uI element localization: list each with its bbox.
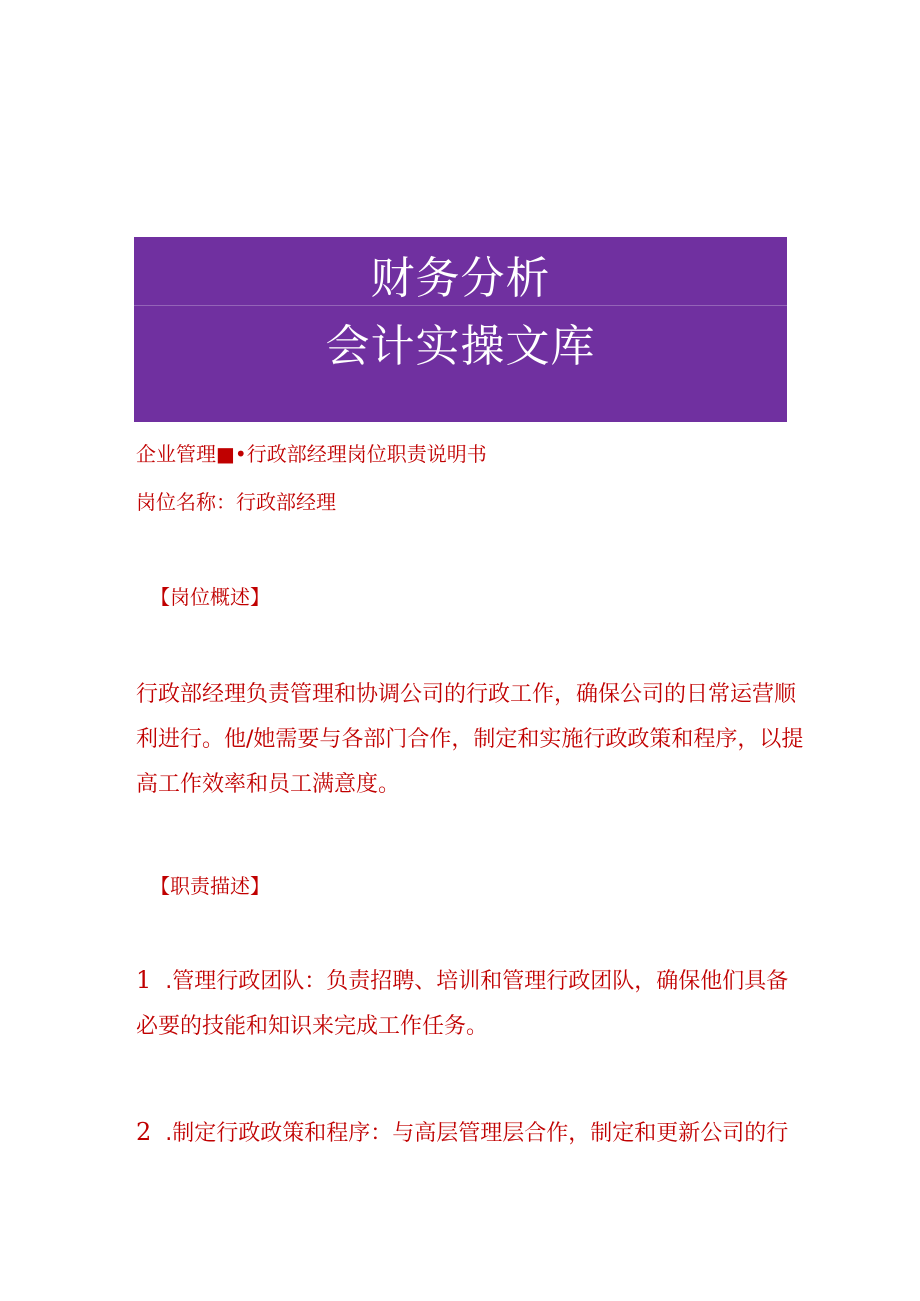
title-banner: [134, 237, 787, 422]
breadcrumb: 企业管理■•行政部经理岗位职责说明书: [136, 442, 487, 466]
duty-line: [136, 1110, 796, 1156]
duty-item-2: [136, 1110, 796, 1156]
duty-number: 1: [136, 966, 152, 994]
overview-paragraph: [136, 672, 804, 807]
overview-line: 利进行。他/她需要与各部门合作，制定和实施行政政策和程序，以提: [136, 727, 804, 752]
duty-text: .管理行政团队：负责招聘、培训和管理行政团队，确保他们具备: [165, 969, 789, 994]
overview-line: 高工作效率和员工满意度。: [136, 772, 401, 797]
overview-heading: 【岗位概述】: [150, 585, 270, 609]
duty-number: 2: [136, 1118, 152, 1146]
duty-item-1: [136, 958, 796, 1049]
duties-heading: 【职责描述】: [150, 874, 270, 898]
overview-line: 行政部经理负责管理和协调公司的行政工作，确保公司的日常运营顺: [136, 682, 797, 707]
duty-text: .制定行政政策和程序：与高层管理层合作，制定和更新公司的行: [165, 1121, 789, 1146]
duty-line: 必要的技能和知识来完成工作任务。: [136, 1014, 489, 1039]
banner-title-line-1: 财务分析: [370, 253, 551, 304]
banner-title-line-2: 会计实操文库: [325, 321, 596, 372]
duty-line: [136, 958, 796, 1004]
position-name: 岗位名称：行政部经理: [136, 490, 336, 514]
